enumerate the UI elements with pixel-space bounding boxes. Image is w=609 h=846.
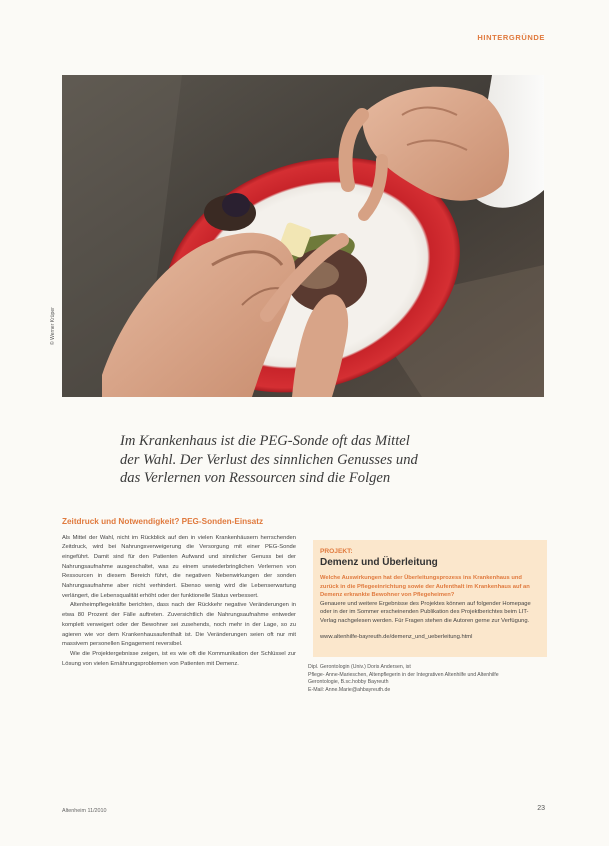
project-lead: Welche Auswirkungen hat der Überleitungsprozess ins Krankenhaus und zurück in die Pflegeeinrichtung sowie der Aufenthalt im Krankenhaus auf an Demenz erkrankte Bewohner von Pflegeheimen? — [320, 575, 530, 599]
project-title: Demenz und Überleitung — [320, 557, 438, 568]
author-info — [308, 664, 553, 694]
project-kicker: PROJEKT: — [320, 548, 353, 555]
author-line: Pflege- Anne-Marieschen, Altenpflegerin in der Integrativen Altenhilfe und Altenhilfe — [308, 671, 499, 678]
author-line: Dipl. Gerontologin (Univ.) Doris Andersen, ist — [308, 664, 411, 670]
caption-line: der Wahl. Der Verlust des sinnlichen Genusses und — [120, 451, 418, 468]
photo-credit: © Werner Krüper — [50, 307, 56, 345]
article-body — [62, 534, 296, 670]
magazine-name: Altenheim 11/2010 — [62, 808, 107, 814]
article-paragraph: Als Mittel der Wahl, nicht im Rückblick auf den in vielen Krankenhäusern herrschenden Zeitdruck, wird bei Nahrungsverweigerung die Versorgung mit einer PEG-Sonde eingeführt. Damit sind für den Patienten Aufwand und sinnlicher Genuss bei der Nahrungsaufnahme ausgeschaltet, was zu einem unwiederbringlichen Verlernen von Ressourcen in diesem Bereich führt, die negativen Nebenwirkungen der sonden Nahrungsaufnahme aber nicht verhindert. Ebenso wenig wird die Lebenserwartung verlängert, die Lebensqualität erhöht oder der funktionelle Status verbessert. — [62, 534, 296, 599]
article-column — [62, 517, 296, 669]
caption-line: Im Krankenhaus ist die PEG-Sonde oft das Mittel — [120, 433, 410, 449]
author-line: E-Mail: Anne.Marie@ahbayreuth.de — [308, 686, 391, 693]
project-box — [313, 540, 547, 657]
photo-caption — [120, 432, 510, 488]
article-paragraph: Altenheimpflegekräfte berichten, dass nach der Rückkehr negative Veränderungen in etwa 80 Prozent der Fälle auftreten. Zuversichtlich die Nahrungsaufnahme entweder komplett verweigert oder der Bewohner sei zusehends, noch mehr in der Lage, so zu agieren wie vor dem Krankenhausaufenthalt ist. Die Veränderungen seien oft nur mit massivem personellen Engagement reversibel. — [62, 602, 296, 648]
project-link[interactable]: www.altenhilfe-bayreuth.de/demenz_und_ueberleitung.html — [320, 633, 473, 640]
page-number: 23 — [537, 805, 545, 812]
article-heading: Zeitdruck und Notwendigkeit? PEG-Sonden-Einsatz — [62, 517, 264, 526]
article-paragraph: Wie die Projektergebnisse zeigen, ist es wie oft die Kommunikation der Schlüssel zur Lösung von vielen Ernährungsproblemen von Patienten mit Demenz. — [62, 650, 296, 667]
caption-line: das Verlernen von Ressourcen sind die Folgen — [120, 470, 391, 486]
section-label: HINTERGRÜNDE — [477, 33, 545, 42]
project-text: Genauere und weitere Ergebnisse des Projektes können auf folgender Homepage oder in der im Sommer erscheinenden Publikation des Projektberichtes beim LIT-Verlag nachgelesen werden. Für Fragen stehen die Autoren gerne zur Verfügung. — [320, 600, 531, 624]
article-photo — [62, 75, 544, 397]
author-line: Gerontologie, B.sc.hobby Bayreuth — [308, 679, 389, 686]
